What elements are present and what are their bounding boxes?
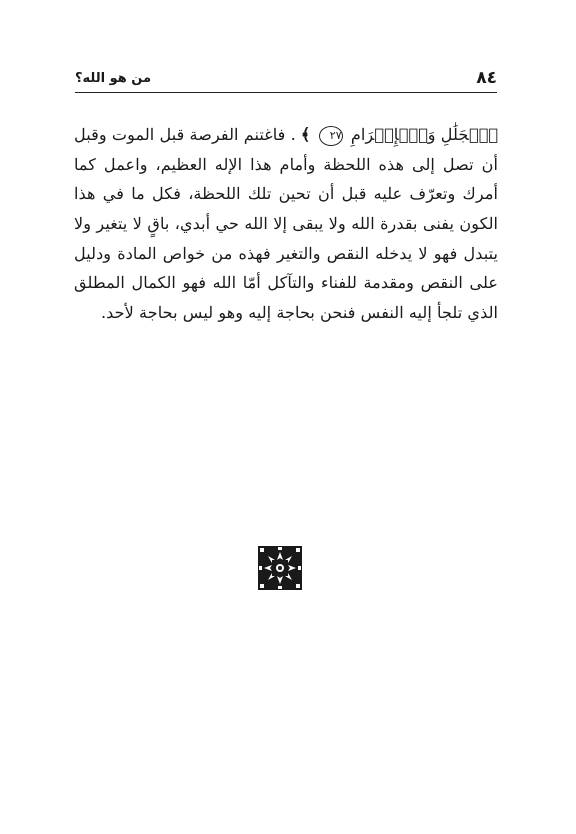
paragraph-text: . فاغتنم الفرصة قبل الموت وقبل أن تصل إلى هذه اللحظة وأمام هذا الإله العظيم، واعمل كما أمرك وتعرّف عليه قبل أن تحين تلك اللحظة، فكل ما في هذا الكون يفنى بقدرة الله ولا يبقى إلا الله حي أبدي، باقٍ لا يتغير ولا يتبدل فهو لا يدخله النقص والتغير فهذه من خواص المادة ودليل على النقص ومقدمة للفناء والتآكل أمّا الله فهو الكمال المطلق الذي تلجأ إليه النفس فنحن بحاجة إليه وهو ليس بحاجة لأحد.	[74, 125, 498, 322]
body-paragraph	[74, 120, 498, 327]
verse-number-marker: ٢٧	[319, 126, 343, 146]
closing-bracket: ﴾	[300, 125, 311, 145]
page-number: ٨٤	[476, 68, 497, 88]
running-title: من هو الله؟	[75, 70, 152, 86]
page-header	[75, 64, 497, 93]
quran-verse-fragment: ٱلۡجَلَٰلِ وَٱلۡإِكۡرَامِ	[350, 125, 498, 145]
decorative-ornament-icon	[257, 545, 303, 591]
